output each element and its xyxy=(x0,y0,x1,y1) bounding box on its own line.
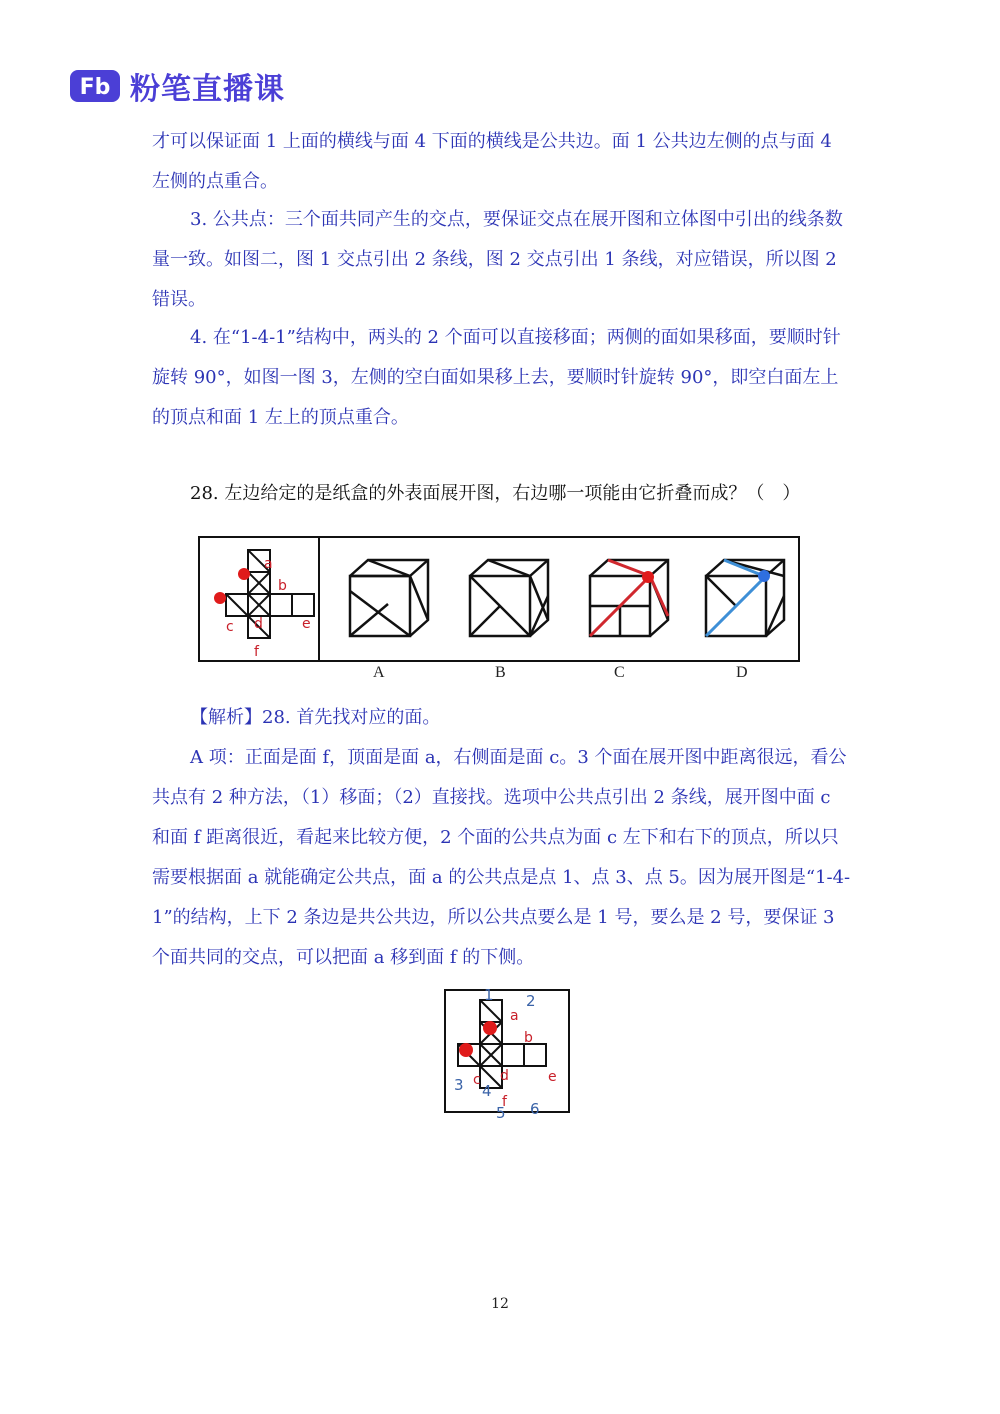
option-label-a: A xyxy=(373,664,385,681)
vertex-number-1: 1 xyxy=(484,986,494,1004)
svg-text:Fb: Fb xyxy=(79,75,111,100)
analysis-body: A 项：正面是面 f，顶面是面 a，右侧面是面 c。3 个面在展开图中距离很远，看公共点有 2 种方法，（1）移面；（2）直接找。选项中公共点引出 2 条线，展开图中面 c 和面 f 距离很近，看起来比较方便，2 个面的公共点为面 c 左下和右下的顶点，所以只需要根据面 a 就能确定公共点，面 a 的公共点是点 1、点 3、点 5。因为展开图是“1-4-1”的结构，上下 2 条边是共公共边，所以公共点要么是 1 号，要么是 2 号，要保证 3 个面共同的交点，可以把面 a 移到面 f 的下侧。 xyxy=(152,747,851,968)
face-label-a: a xyxy=(510,1008,519,1024)
question-text: 28. 左边给定的是纸盒的外表面展开图，右边哪一项能由它折叠而成？（ ） xyxy=(190,483,801,504)
red-dot-marker xyxy=(459,1043,473,1057)
net-label-a: a xyxy=(264,556,273,572)
net-label-b: b xyxy=(278,578,287,594)
option-b-cube xyxy=(470,560,548,636)
red-dot-marker xyxy=(642,571,654,583)
analysis-figure xyxy=(440,986,574,1120)
vertex-number-5: 5 xyxy=(496,1104,506,1120)
page-number: 12 xyxy=(491,1296,509,1312)
face-label-b: b xyxy=(524,1030,533,1046)
vertex-number-3: 3 xyxy=(454,1076,464,1094)
net-label-c: c xyxy=(226,619,234,635)
vertex-number-6: 6 xyxy=(530,1100,540,1118)
analysis-title: 【解析】28. 首先找对应的面。 xyxy=(190,707,441,728)
red-dot-marker xyxy=(483,1021,497,1035)
face-label-e: e xyxy=(548,1069,557,1085)
option-label-b: B xyxy=(495,664,506,681)
net-label-e: e xyxy=(302,616,311,632)
brand-name: 粉笔直播课 xyxy=(130,72,285,107)
fb-logo-icon xyxy=(70,68,120,104)
brand-logo xyxy=(70,66,285,106)
paragraph-1: 才可以保证面 1 上面的横线与面 4 下面的横线是公共边。面 1 公共边左侧的点与面 4 左侧的点重合。 xyxy=(152,131,832,192)
face-label-f: f xyxy=(502,1094,507,1110)
face-label-d: d xyxy=(500,1068,509,1084)
paragraph-3: 4. 在“1-4-1”结构中，两头的 2 个面可以直接移面；两侧的面如果移面，要顺时针旋转 90°，如图一图 3，左侧的空白面如果移上去，要顺时针旋转 90°，即空白面左上的顶点和面 1 左上的顶点重合。 xyxy=(152,327,841,428)
option-label-c: C xyxy=(614,664,625,681)
vertex-number-4: 4 xyxy=(482,1082,492,1100)
red-dot-marker xyxy=(238,568,250,580)
net-label-d: d xyxy=(254,616,263,632)
option-a-cube xyxy=(350,560,428,636)
vertex-number-2: 2 xyxy=(526,992,536,1010)
question-figure xyxy=(198,536,800,662)
paragraph-2: 3. 公共点：三个面共同产生的交点，要保证交点在展开图和立体图中引出的线条数量一致。如图二，图 1 交点引出 2 条线，图 2 交点引出 1 条线，对应错误，所以图 2 错误。 xyxy=(152,209,843,310)
net-label-f: f xyxy=(254,644,259,660)
face-label-c: c xyxy=(473,1072,481,1088)
blue-dot-marker xyxy=(758,570,770,582)
red-dot-marker xyxy=(214,592,226,604)
option-label-d: D xyxy=(736,664,748,681)
